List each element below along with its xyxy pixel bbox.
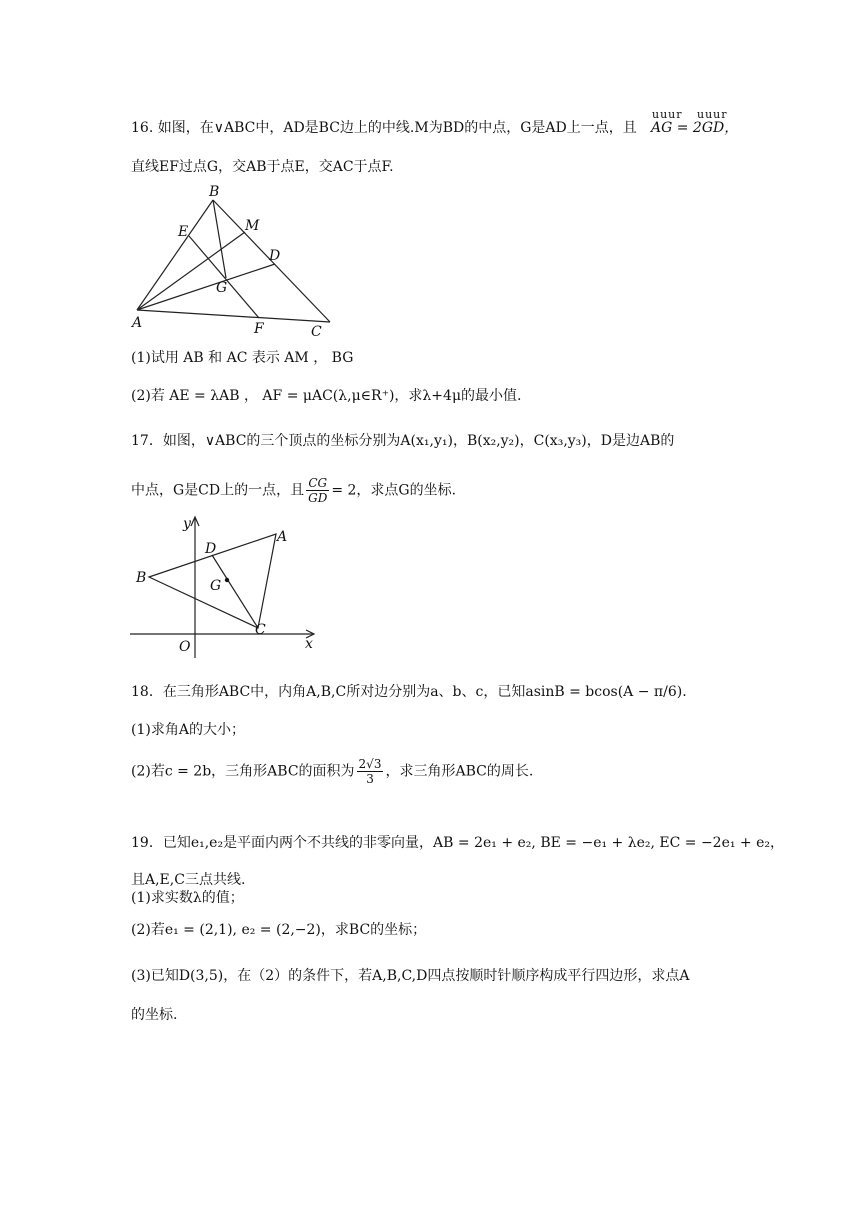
label-b: B bbox=[136, 570, 147, 586]
q16-part1: (1)试用 AB 和 AC 表示 AM ， BG bbox=[131, 350, 354, 366]
label-d: D bbox=[269, 248, 281, 264]
label-g: G bbox=[210, 578, 222, 594]
label-a: A bbox=[277, 529, 288, 545]
q16-text1: 16. 如图，在∨ABC中，AD是BC边上的中线.M为BD的中点，G是AD上一点，且 bbox=[131, 120, 637, 136]
q18-part2 bbox=[131, 757, 533, 786]
label-f: F bbox=[254, 321, 264, 337]
q17-stem-line2 bbox=[131, 476, 456, 505]
segment-ab bbox=[137, 200, 213, 310]
q18-text-b: (A − π/6). bbox=[617, 684, 687, 700]
q16-overmark-2: uuur bbox=[697, 108, 728, 121]
q16-triangle-figure bbox=[125, 182, 340, 342]
label-x: x bbox=[305, 636, 313, 652]
q17-stem-line1: 17．如图，∨ABC的三个顶点的坐标分别为A(x₁,y₁)，B(x₂,y₂)，C(x₃,y₃)，D是边AB的 bbox=[131, 433, 675, 449]
q17-coordinate-figure bbox=[125, 512, 325, 660]
q16-overmark-1: uuur bbox=[652, 108, 683, 121]
label-c: C bbox=[311, 324, 322, 340]
q19-stem-line2: 且A,E,C三点共线. bbox=[131, 872, 246, 888]
q19-part1: (1)求实数λ的值； bbox=[131, 890, 244, 906]
q17-fraction: $\frac{CG}{GD}$ bbox=[308, 476, 328, 505]
q18-text-d: ，求三角形ABC的周长. bbox=[385, 763, 534, 780]
label-g: G bbox=[216, 280, 228, 296]
q19-part2: (2)若e₁ = (2,1), e₂ = (2,−2)，求BC的坐标； bbox=[131, 922, 427, 938]
q17-text-b: = 2，求点G的坐标. bbox=[331, 482, 457, 499]
q18-stem bbox=[131, 681, 687, 703]
label-c: C bbox=[255, 622, 266, 638]
label-y: y bbox=[183, 516, 191, 532]
label-a: A bbox=[132, 315, 143, 331]
q16-part2: (2)若 AE = λAB ， AF = μAC(λ,μ∈R⁺)，求λ+4μ的最小值. bbox=[131, 388, 522, 404]
label-m: M bbox=[245, 218, 260, 234]
label-e: E bbox=[178, 224, 189, 240]
segment-ac bbox=[137, 310, 330, 322]
q18-part1: (1)求角A的大小； bbox=[131, 722, 245, 738]
segment-ad bbox=[137, 264, 275, 310]
label-o: O bbox=[179, 639, 191, 655]
label-b: B bbox=[209, 184, 220, 200]
q16-stem-line1 bbox=[131, 117, 637, 139]
q17-text-a: 中点，G是CD上的一点，且 bbox=[131, 482, 305, 499]
segment-am bbox=[137, 232, 245, 310]
q18-fraction: $\frac{2√3}{3}$ bbox=[358, 757, 382, 786]
q19-stem-line1: 19．已知e₁,e₂是平面内两个不共线的非零向量，AB = 2e₁ + e₂, BE = −e₁ + λe₂, EC = −2e₁ + e₂， bbox=[131, 835, 785, 851]
q19-part3-cont: 的坐标. bbox=[131, 1007, 178, 1023]
q18-text-a: 18．在三角形ABC中，内角A,B,C所对边分别为a、b、c，已知asinB = bcos bbox=[131, 684, 618, 700]
segment-ef bbox=[189, 236, 259, 318]
label-d: D bbox=[205, 541, 217, 557]
q16-math-ag: AG = 2GD， bbox=[651, 120, 739, 136]
q16-stem-line2: 直线EF过点G，交AB于点E，交AC于点F. bbox=[131, 159, 394, 175]
q18-text-c: (2)若c = 2b，三角形ABC的面积为 bbox=[131, 763, 355, 780]
q19-part3: (3)已知D(3,5)，在（2）的条件下，若A,B,C,D四点按顺时针顺序构成平行四边形，求点A bbox=[131, 968, 690, 984]
point-g bbox=[225, 578, 229, 582]
